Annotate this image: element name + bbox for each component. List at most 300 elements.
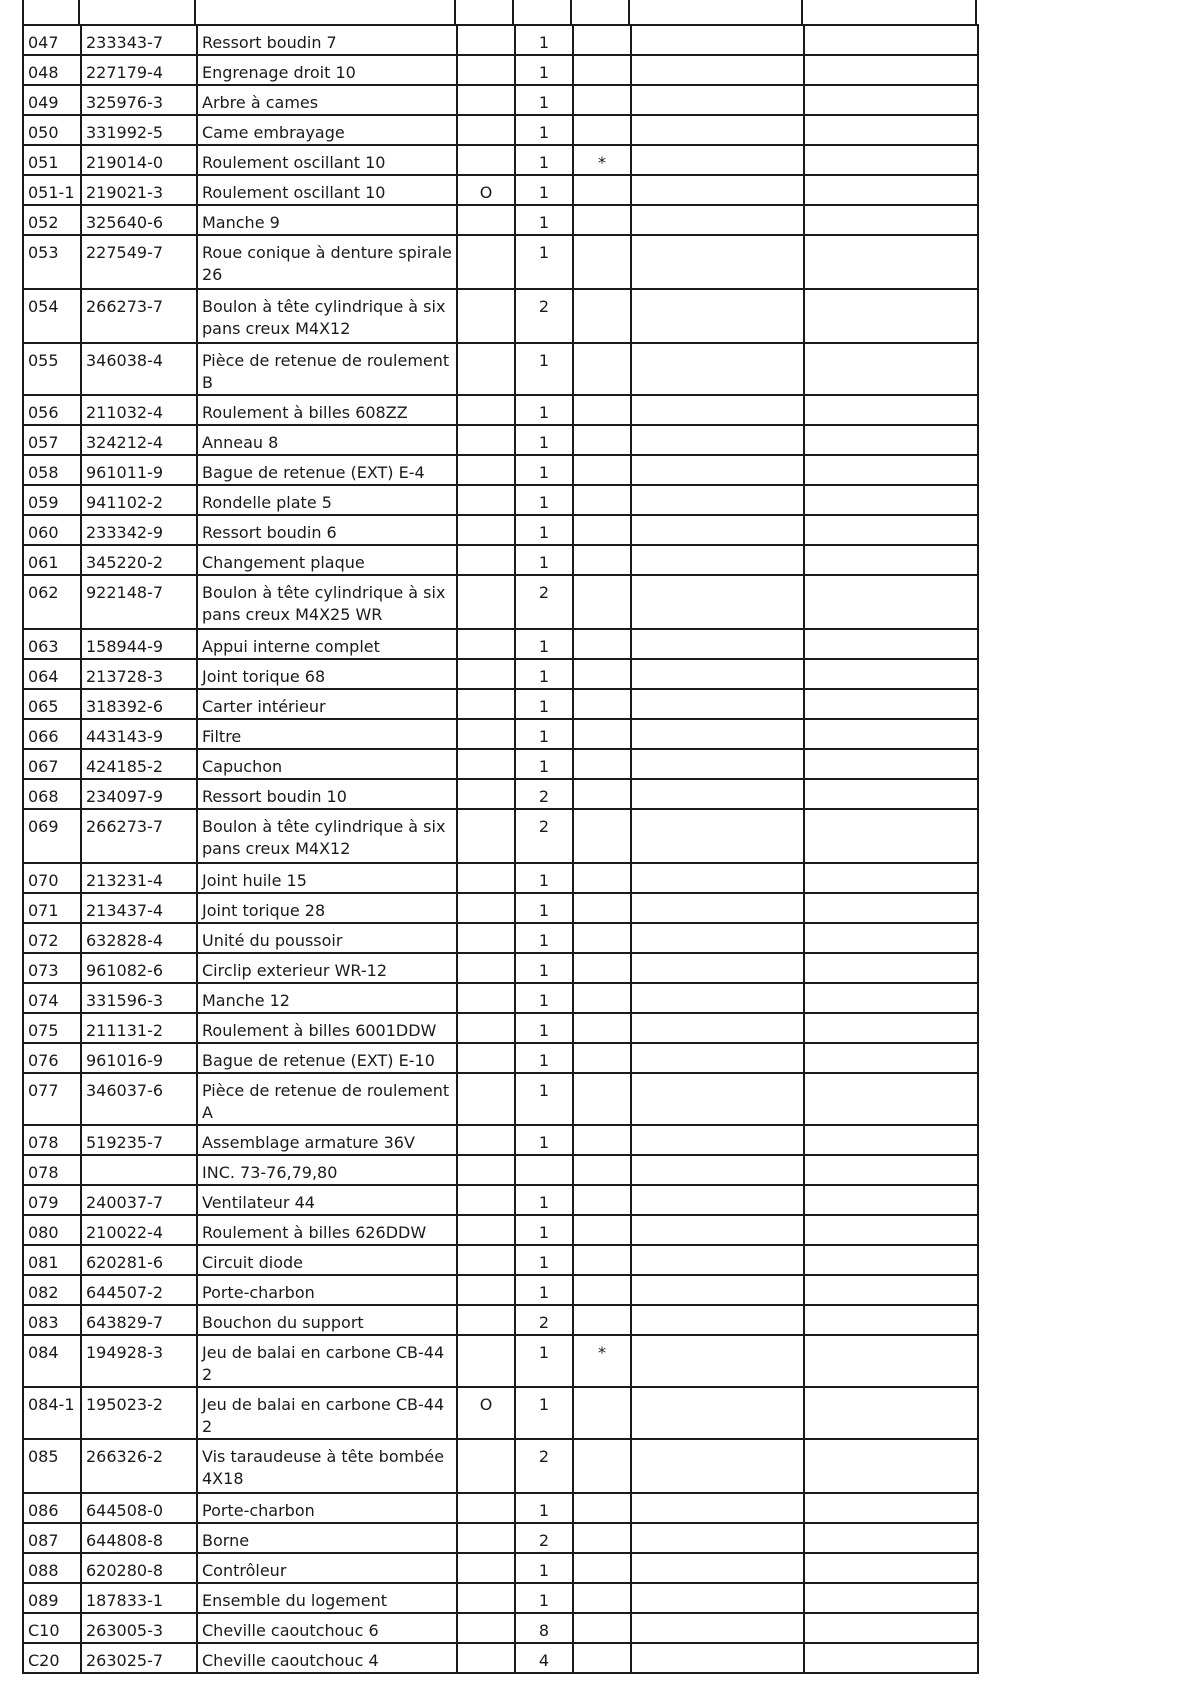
empty-cell bbox=[631, 689, 804, 719]
description-cell: Bague de retenue (EXT) E-10 bbox=[197, 1043, 457, 1073]
option-cell bbox=[457, 1583, 515, 1613]
quantity-cell: 1 bbox=[515, 175, 573, 205]
quantity-cell: 1 bbox=[515, 1043, 573, 1073]
description-cell: Appui interne complet bbox=[197, 629, 457, 659]
description-cell: Roulement à billes 6001DDW bbox=[197, 1013, 457, 1043]
empty-cell bbox=[804, 1043, 978, 1073]
empty-cell bbox=[804, 395, 978, 425]
table-row bbox=[23, 235, 978, 289]
note-cell bbox=[573, 983, 631, 1013]
quantity-cell: 2 bbox=[515, 289, 573, 343]
option-cell bbox=[457, 289, 515, 343]
empty-cell bbox=[804, 779, 978, 809]
empty-cell bbox=[631, 1613, 804, 1643]
table-row bbox=[23, 515, 978, 545]
item-number-cell: 056 bbox=[23, 395, 81, 425]
part-number-cell: 644508-0 bbox=[81, 1493, 197, 1523]
item-number-cell: 080 bbox=[23, 1215, 81, 1245]
empty-cell bbox=[804, 923, 978, 953]
description-cell: Anneau 8 bbox=[197, 425, 457, 455]
option-cell bbox=[457, 923, 515, 953]
empty-cell bbox=[804, 235, 978, 289]
table-row bbox=[23, 1613, 978, 1643]
quantity-cell: 1 bbox=[515, 343, 573, 395]
part-number-cell: 234097-9 bbox=[81, 779, 197, 809]
item-number-cell: 052 bbox=[23, 205, 81, 235]
quantity-cell: 2 bbox=[515, 1305, 573, 1335]
description-cell: Ventilateur 44 bbox=[197, 1185, 457, 1215]
item-number-cell: 057 bbox=[23, 425, 81, 455]
note-cell bbox=[573, 1643, 631, 1673]
description-cell: Roulement oscillant 10 bbox=[197, 175, 457, 205]
empty-cell bbox=[804, 1073, 978, 1125]
part-number-cell: 213231-4 bbox=[81, 863, 197, 893]
option-cell: O bbox=[457, 1387, 515, 1439]
empty-cell bbox=[804, 1439, 978, 1493]
description-cell: Roulement à billes 626DDW bbox=[197, 1215, 457, 1245]
note-cell bbox=[573, 455, 631, 485]
item-number-cell: 084 bbox=[23, 1335, 81, 1387]
note-cell bbox=[573, 25, 631, 55]
note-cell bbox=[573, 1305, 631, 1335]
item-number-cell: 073 bbox=[23, 953, 81, 983]
part-number-cell: 233342-9 bbox=[81, 515, 197, 545]
quantity-cell: 1 bbox=[515, 545, 573, 575]
empty-cell bbox=[631, 343, 804, 395]
empty-cell bbox=[804, 1215, 978, 1245]
empty-cell bbox=[631, 1245, 804, 1275]
empty-cell bbox=[631, 1275, 804, 1305]
empty-cell bbox=[631, 863, 804, 893]
note-cell bbox=[573, 923, 631, 953]
note-cell bbox=[573, 1583, 631, 1613]
part-number-cell: 519235-7 bbox=[81, 1125, 197, 1155]
description-cell: Ressort boudin 10 bbox=[197, 779, 457, 809]
table-row bbox=[23, 1335, 978, 1387]
option-cell bbox=[457, 749, 515, 779]
option-cell bbox=[457, 425, 515, 455]
item-number-cell: 049 bbox=[23, 85, 81, 115]
table-row bbox=[23, 629, 978, 659]
table-row bbox=[23, 1439, 978, 1493]
option-cell bbox=[457, 863, 515, 893]
part-number-cell: 346037-6 bbox=[81, 1073, 197, 1125]
table-row bbox=[23, 749, 978, 779]
part-number-cell: 922148-7 bbox=[81, 575, 197, 629]
empty-cell bbox=[804, 1523, 978, 1553]
quantity-cell: 1 bbox=[515, 629, 573, 659]
item-number-cell: 083 bbox=[23, 1305, 81, 1335]
table-row bbox=[23, 779, 978, 809]
table-row bbox=[23, 659, 978, 689]
option-cell bbox=[457, 1245, 515, 1275]
part-number-cell: 620280-8 bbox=[81, 1553, 197, 1583]
option-cell bbox=[457, 485, 515, 515]
part-number-cell: 266273-7 bbox=[81, 289, 197, 343]
note-cell bbox=[573, 1523, 631, 1553]
empty-cell bbox=[631, 749, 804, 779]
table-row bbox=[23, 1387, 978, 1439]
description-cell: Came embrayage bbox=[197, 115, 457, 145]
description-cell: Ensemble du logement bbox=[197, 1583, 457, 1613]
option-cell bbox=[457, 515, 515, 545]
empty-cell bbox=[631, 85, 804, 115]
table-row bbox=[23, 205, 978, 235]
table-row bbox=[23, 1185, 978, 1215]
note-cell bbox=[573, 1185, 631, 1215]
option-cell bbox=[457, 1493, 515, 1523]
empty-cell bbox=[631, 659, 804, 689]
empty-cell bbox=[631, 983, 804, 1013]
note-cell bbox=[573, 749, 631, 779]
item-number-cell: 088 bbox=[23, 1553, 81, 1583]
part-number-cell: 325976-3 bbox=[81, 85, 197, 115]
quantity-cell: 1 bbox=[515, 55, 573, 85]
quantity-cell: 1 bbox=[515, 485, 573, 515]
empty-cell bbox=[804, 1275, 978, 1305]
empty-cell bbox=[631, 545, 804, 575]
description-cell: Porte-charbon bbox=[197, 1275, 457, 1305]
empty-cell bbox=[804, 1245, 978, 1275]
part-number-cell: 632828-4 bbox=[81, 923, 197, 953]
quantity-cell: 1 bbox=[515, 659, 573, 689]
quantity-cell: 1 bbox=[515, 1335, 573, 1387]
quantity-cell: 2 bbox=[515, 1439, 573, 1493]
description-cell: Ressort boudin 7 bbox=[197, 25, 457, 55]
item-number-cell: 076 bbox=[23, 1043, 81, 1073]
item-number-cell: 058 bbox=[23, 455, 81, 485]
quantity-cell: 1 bbox=[515, 689, 573, 719]
option-cell bbox=[457, 235, 515, 289]
note-cell bbox=[573, 1013, 631, 1043]
part-number-cell: 345220-2 bbox=[81, 545, 197, 575]
option-cell bbox=[457, 575, 515, 629]
item-number-cell: C20 bbox=[23, 1643, 81, 1673]
table-row bbox=[23, 545, 978, 575]
empty-cell bbox=[804, 659, 978, 689]
part-number-cell: 644507-2 bbox=[81, 1275, 197, 1305]
note-cell bbox=[573, 205, 631, 235]
note-cell bbox=[573, 1613, 631, 1643]
table-row bbox=[23, 485, 978, 515]
option-cell bbox=[457, 1305, 515, 1335]
empty-cell bbox=[631, 175, 804, 205]
part-number-cell: 210022-4 bbox=[81, 1215, 197, 1245]
table-row bbox=[23, 1275, 978, 1305]
quantity-cell: 1 bbox=[515, 863, 573, 893]
description-cell: Boulon à tête cylindrique à six pans creux M4X12 bbox=[197, 289, 457, 343]
empty-cell bbox=[804, 25, 978, 55]
quantity-cell: 1 bbox=[515, 719, 573, 749]
empty-cell bbox=[804, 515, 978, 545]
note-cell bbox=[573, 1043, 631, 1073]
part-number-cell: 158944-9 bbox=[81, 629, 197, 659]
empty-cell bbox=[804, 289, 978, 343]
option-cell bbox=[457, 1613, 515, 1643]
item-number-cell: 048 bbox=[23, 55, 81, 85]
option-cell bbox=[457, 343, 515, 395]
option-cell bbox=[457, 1553, 515, 1583]
part-number-cell: 331992-5 bbox=[81, 115, 197, 145]
note-cell bbox=[573, 809, 631, 863]
empty-cell bbox=[804, 893, 978, 923]
item-number-cell: 078 bbox=[23, 1125, 81, 1155]
note-cell bbox=[573, 485, 631, 515]
option-cell bbox=[457, 659, 515, 689]
table-row bbox=[23, 1125, 978, 1155]
description-cell: Ressort boudin 6 bbox=[197, 515, 457, 545]
note-cell bbox=[573, 659, 631, 689]
option-cell bbox=[457, 1523, 515, 1553]
table-row bbox=[23, 893, 978, 923]
note-cell bbox=[573, 1125, 631, 1155]
description-cell: Bouchon du support bbox=[197, 1305, 457, 1335]
empty-cell bbox=[631, 1439, 804, 1493]
item-number-cell: 077 bbox=[23, 1073, 81, 1125]
part-number-cell: 219021-3 bbox=[81, 175, 197, 205]
item-number-cell: 078 bbox=[23, 1155, 81, 1185]
item-number-cell: 054 bbox=[23, 289, 81, 343]
note-cell bbox=[573, 175, 631, 205]
description-cell: INC. 73-76,79,80 bbox=[197, 1155, 457, 1185]
description-cell: Arbre à cames bbox=[197, 85, 457, 115]
option-cell bbox=[457, 629, 515, 659]
description-cell: Boulon à tête cylindrique à six pans creux M4X25 WR bbox=[197, 575, 457, 629]
quantity-cell: 1 bbox=[515, 85, 573, 115]
quantity-cell: 1 bbox=[515, 1493, 573, 1523]
item-number-cell: 066 bbox=[23, 719, 81, 749]
option-cell bbox=[457, 205, 515, 235]
description-cell: Circlip exterieur WR-12 bbox=[197, 953, 457, 983]
option-cell bbox=[457, 953, 515, 983]
part-number-cell: 961011-9 bbox=[81, 455, 197, 485]
part-number-cell: 227179-4 bbox=[81, 55, 197, 85]
note-cell bbox=[573, 1439, 631, 1493]
table-row bbox=[23, 1523, 978, 1553]
part-number-cell: 318392-6 bbox=[81, 689, 197, 719]
empty-cell bbox=[631, 575, 804, 629]
option-cell bbox=[457, 689, 515, 719]
part-number-cell: 961016-9 bbox=[81, 1043, 197, 1073]
description-cell: Roulement à billes 608ZZ bbox=[197, 395, 457, 425]
quantity-cell: 2 bbox=[515, 779, 573, 809]
empty-cell bbox=[631, 425, 804, 455]
table-row bbox=[23, 145, 978, 175]
empty-cell bbox=[804, 205, 978, 235]
quantity-cell: 1 bbox=[515, 235, 573, 289]
empty-cell bbox=[631, 1553, 804, 1583]
empty-cell bbox=[631, 145, 804, 175]
item-number-cell: 051-1 bbox=[23, 175, 81, 205]
empty-cell bbox=[804, 749, 978, 779]
note-cell: * bbox=[573, 145, 631, 175]
empty-cell bbox=[804, 719, 978, 749]
quantity-cell: 1 bbox=[515, 1215, 573, 1245]
table-row bbox=[23, 1043, 978, 1073]
empty-cell bbox=[804, 175, 978, 205]
part-number-cell: 346038-4 bbox=[81, 343, 197, 395]
option-cell bbox=[457, 455, 515, 485]
part-number-cell: 219014-0 bbox=[81, 145, 197, 175]
option-cell bbox=[457, 1335, 515, 1387]
quantity-cell: 1 bbox=[515, 983, 573, 1013]
item-number-cell: 067 bbox=[23, 749, 81, 779]
empty-cell bbox=[631, 719, 804, 749]
item-number-cell: 081 bbox=[23, 1245, 81, 1275]
option-cell bbox=[457, 85, 515, 115]
part-number-cell: 213728-3 bbox=[81, 659, 197, 689]
option-cell bbox=[457, 1125, 515, 1155]
empty-cell bbox=[804, 863, 978, 893]
empty-cell bbox=[804, 455, 978, 485]
empty-cell bbox=[804, 1305, 978, 1335]
empty-cell bbox=[804, 1125, 978, 1155]
part-number-cell: 233343-7 bbox=[81, 25, 197, 55]
empty-cell bbox=[631, 1523, 804, 1553]
note-cell bbox=[573, 893, 631, 923]
quantity-cell: 1 bbox=[515, 1387, 573, 1439]
empty-cell bbox=[631, 55, 804, 85]
part-number-cell: 443143-9 bbox=[81, 719, 197, 749]
option-cell bbox=[457, 1155, 515, 1185]
part-number-cell: 620281-6 bbox=[81, 1245, 197, 1275]
description-cell: Roulement oscillant 10 bbox=[197, 145, 457, 175]
empty-cell bbox=[804, 485, 978, 515]
note-cell bbox=[573, 1275, 631, 1305]
empty-cell bbox=[631, 205, 804, 235]
column-continuation-lines bbox=[22, 0, 977, 26]
part-number-cell: 331596-3 bbox=[81, 983, 197, 1013]
description-cell: Boulon à tête cylindrique à six pans creux M4X12 bbox=[197, 809, 457, 863]
part-number-cell: 961082-6 bbox=[81, 953, 197, 983]
item-number-cell: 051 bbox=[23, 145, 81, 175]
item-number-cell: 059 bbox=[23, 485, 81, 515]
description-cell: Manche 12 bbox=[197, 983, 457, 1013]
quantity-cell: 1 bbox=[515, 205, 573, 235]
description-cell: Unité du poussoir bbox=[197, 923, 457, 953]
table-row bbox=[23, 1215, 978, 1245]
table-row bbox=[23, 809, 978, 863]
description-cell: Capuchon bbox=[197, 749, 457, 779]
table-row bbox=[23, 1073, 978, 1125]
option-cell bbox=[457, 1439, 515, 1493]
table-row bbox=[23, 115, 978, 145]
description-cell: Borne bbox=[197, 1523, 457, 1553]
part-number-cell: 266273-7 bbox=[81, 809, 197, 863]
table-row bbox=[23, 923, 978, 953]
item-number-cell: 068 bbox=[23, 779, 81, 809]
item-number-cell: 074 bbox=[23, 983, 81, 1013]
note-cell bbox=[573, 235, 631, 289]
item-number-cell: 061 bbox=[23, 545, 81, 575]
part-number-cell: 211131-2 bbox=[81, 1013, 197, 1043]
note-cell bbox=[573, 1155, 631, 1185]
note-cell bbox=[573, 425, 631, 455]
empty-cell bbox=[631, 515, 804, 545]
part-number-cell: 211032-4 bbox=[81, 395, 197, 425]
note-cell bbox=[573, 1493, 631, 1523]
empty-cell bbox=[804, 689, 978, 719]
note-cell bbox=[573, 1387, 631, 1439]
quantity-cell: 1 bbox=[515, 455, 573, 485]
note-cell bbox=[573, 863, 631, 893]
part-number-cell: 263005-3 bbox=[81, 1613, 197, 1643]
part-number-cell: 941102-2 bbox=[81, 485, 197, 515]
quantity-cell: 1 bbox=[515, 923, 573, 953]
note-cell bbox=[573, 1215, 631, 1245]
quantity-cell: 2 bbox=[515, 809, 573, 863]
description-cell: Porte-charbon bbox=[197, 1493, 457, 1523]
quantity-cell: 1 bbox=[515, 953, 573, 983]
empty-cell bbox=[804, 629, 978, 659]
description-cell: Bague de retenue (EXT) E-4 bbox=[197, 455, 457, 485]
empty-cell bbox=[804, 1335, 978, 1387]
empty-cell bbox=[631, 1335, 804, 1387]
empty-cell bbox=[804, 55, 978, 85]
empty-cell bbox=[631, 395, 804, 425]
empty-cell bbox=[631, 1073, 804, 1125]
empty-cell bbox=[804, 425, 978, 455]
table-row bbox=[23, 863, 978, 893]
part-number-cell: 643829-7 bbox=[81, 1305, 197, 1335]
empty-cell bbox=[631, 1215, 804, 1245]
table-row bbox=[23, 175, 978, 205]
note-cell bbox=[573, 395, 631, 425]
table-row bbox=[23, 719, 978, 749]
option-cell bbox=[457, 25, 515, 55]
empty-cell bbox=[804, 1613, 978, 1643]
empty-cell bbox=[631, 893, 804, 923]
note-cell bbox=[573, 629, 631, 659]
note-cell bbox=[573, 689, 631, 719]
part-number-cell: 213437-4 bbox=[81, 893, 197, 923]
quantity-cell: 4 bbox=[515, 1643, 573, 1673]
empty-cell bbox=[804, 85, 978, 115]
quantity-cell bbox=[515, 1155, 573, 1185]
empty-cell bbox=[804, 809, 978, 863]
option-cell bbox=[457, 115, 515, 145]
table-row bbox=[23, 689, 978, 719]
item-number-cell: 070 bbox=[23, 863, 81, 893]
note-cell bbox=[573, 1553, 631, 1583]
empty-cell bbox=[804, 1185, 978, 1215]
table-row bbox=[23, 343, 978, 395]
part-number-cell: 227549-7 bbox=[81, 235, 197, 289]
table-row bbox=[23, 1305, 978, 1335]
part-number-cell: 195023-2 bbox=[81, 1387, 197, 1439]
description-cell: Jeu de balai en carbone CB-442 bbox=[197, 1335, 457, 1387]
empty-cell bbox=[631, 25, 804, 55]
description-cell: Contrôleur bbox=[197, 1553, 457, 1583]
note-cell: * bbox=[573, 1335, 631, 1387]
item-number-cell: 047 bbox=[23, 25, 81, 55]
empty-cell bbox=[804, 1643, 978, 1673]
option-cell bbox=[457, 1013, 515, 1043]
part-number-cell: 263025-7 bbox=[81, 1643, 197, 1673]
item-number-cell: 079 bbox=[23, 1185, 81, 1215]
option-cell bbox=[457, 893, 515, 923]
description-cell: Rondelle plate 5 bbox=[197, 485, 457, 515]
description-cell: Vis taraudeuse à tête bombée 4X18 bbox=[197, 1439, 457, 1493]
note-cell bbox=[573, 85, 631, 115]
option-cell bbox=[457, 395, 515, 425]
empty-cell bbox=[804, 1493, 978, 1523]
item-number-cell: 055 bbox=[23, 343, 81, 395]
description-cell: Circuit diode bbox=[197, 1245, 457, 1275]
description-cell: Cheville caoutchouc 4 bbox=[197, 1643, 457, 1673]
description-cell: Changement plaque bbox=[197, 545, 457, 575]
note-cell bbox=[573, 953, 631, 983]
